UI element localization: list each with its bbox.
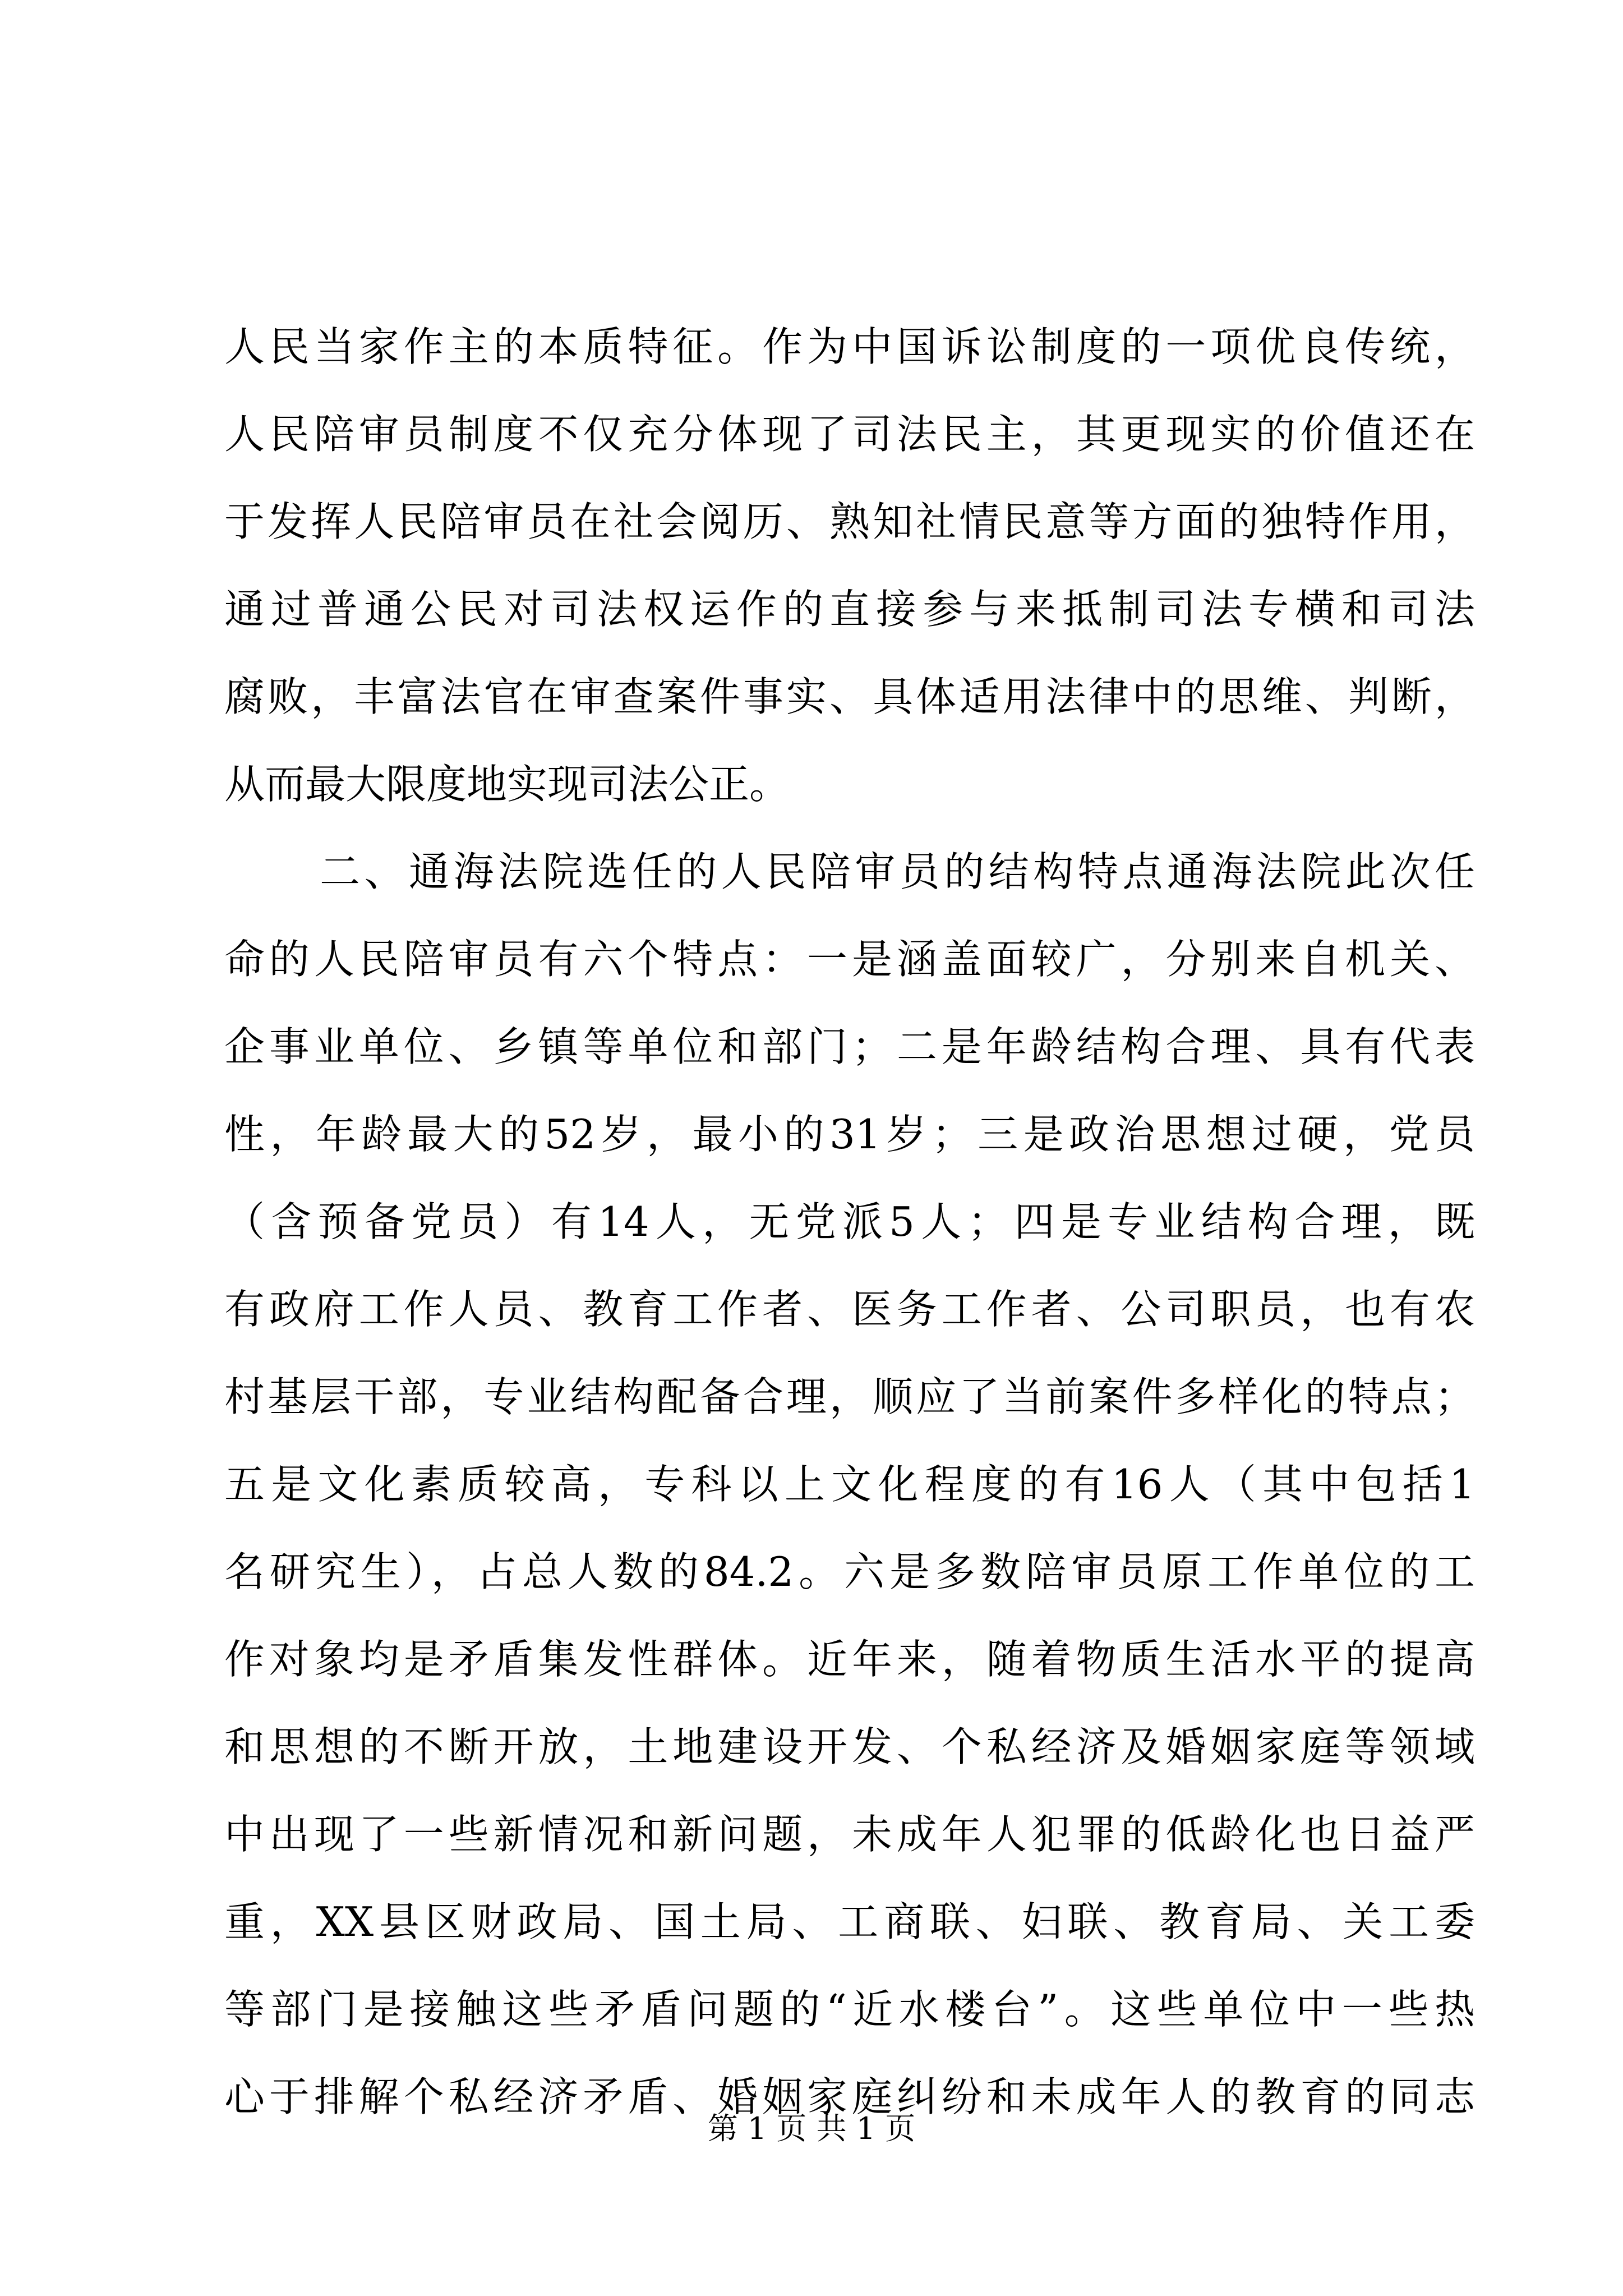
text-line: 村基层干部，专业结构配备合理，顺应了当前案件多样化的特点； xyxy=(224,1373,1475,1420)
text-line: 于发挥人民陪审员在社会阅历、熟知社情民意等方面的独特作用， xyxy=(224,498,1475,545)
text-line: 等部门是接触这些矛盾问题的“近水楼台”。这些单位中一些热 xyxy=(224,1986,1475,2033)
page-number-label: 第 1 页 共 1 页 xyxy=(707,2111,916,2146)
text-line: 心于排解个私经济矛盾、婚姻家庭纠纷和未成年人的教育的同志 xyxy=(224,2073,1475,2120)
text-line: 作对象均是矛盾集发性群体。近年来，随着物质生活水平的提高 xyxy=(224,1636,1475,1683)
text-line: （含预备党员）有14人，无党派5人；四是专业结构合理，既 xyxy=(224,1198,1475,1245)
text-line: 命的人民陪审员有六个特点：一是涵盖面较广，分别来自机关、 xyxy=(224,936,1475,983)
text-line: 腐败，丰富法官在审查案件事实、具体适用法律中的思维、判断， xyxy=(224,673,1475,720)
text-line: 企事业单位、乡镇等单位和部门；二是年龄结构合理、具有代表 xyxy=(224,1023,1475,1070)
text-line: 从而最大限度地实现司法公正。 xyxy=(224,761,790,808)
page-footer xyxy=(0,2106,1623,2151)
text-line: 性，年龄最大的52岁，最小的31岁；三是政治思想过硬，党员 xyxy=(224,1111,1475,1158)
text-line: 人民陪审员制度不仅充分体现了司法民主，其更现实的价值还在 xyxy=(224,411,1475,458)
text-line: 中出现了一些新情况和新问题，未成年人犯罪的低龄化也日益严 xyxy=(224,1811,1475,1858)
text-line: 名研究生），占总人数的84.2。六是多数陪审员原工作单位的工 xyxy=(224,1548,1475,1595)
body-text xyxy=(224,303,1475,2141)
text-line: 人民当家作主的本质特征。作为中国诉讼制度的一项优良传统， xyxy=(224,323,1475,370)
text-line: 五是文化素质较高，专科以上文化程度的有16人（其中包括1 xyxy=(224,1461,1475,1508)
text-line: 和思想的不断开放，土地建设开发、个私经济及婚姻家庭等领域 xyxy=(224,1723,1475,1770)
text-line: 通过普通公民对司法权运作的直接参与来抵制司法专横和司法 xyxy=(224,586,1475,633)
text-line: 有政府工作人员、教育工作者、医务工作者、公司职员，也有农 xyxy=(224,1286,1475,1333)
text-line: 重，XX县区财政局、国土局、工商联、妇联、教育局、关工委 xyxy=(224,1898,1475,1945)
text-line: 二、通海法院选任的人民陪审员的结构特点通海法院此次任 xyxy=(320,848,1475,895)
